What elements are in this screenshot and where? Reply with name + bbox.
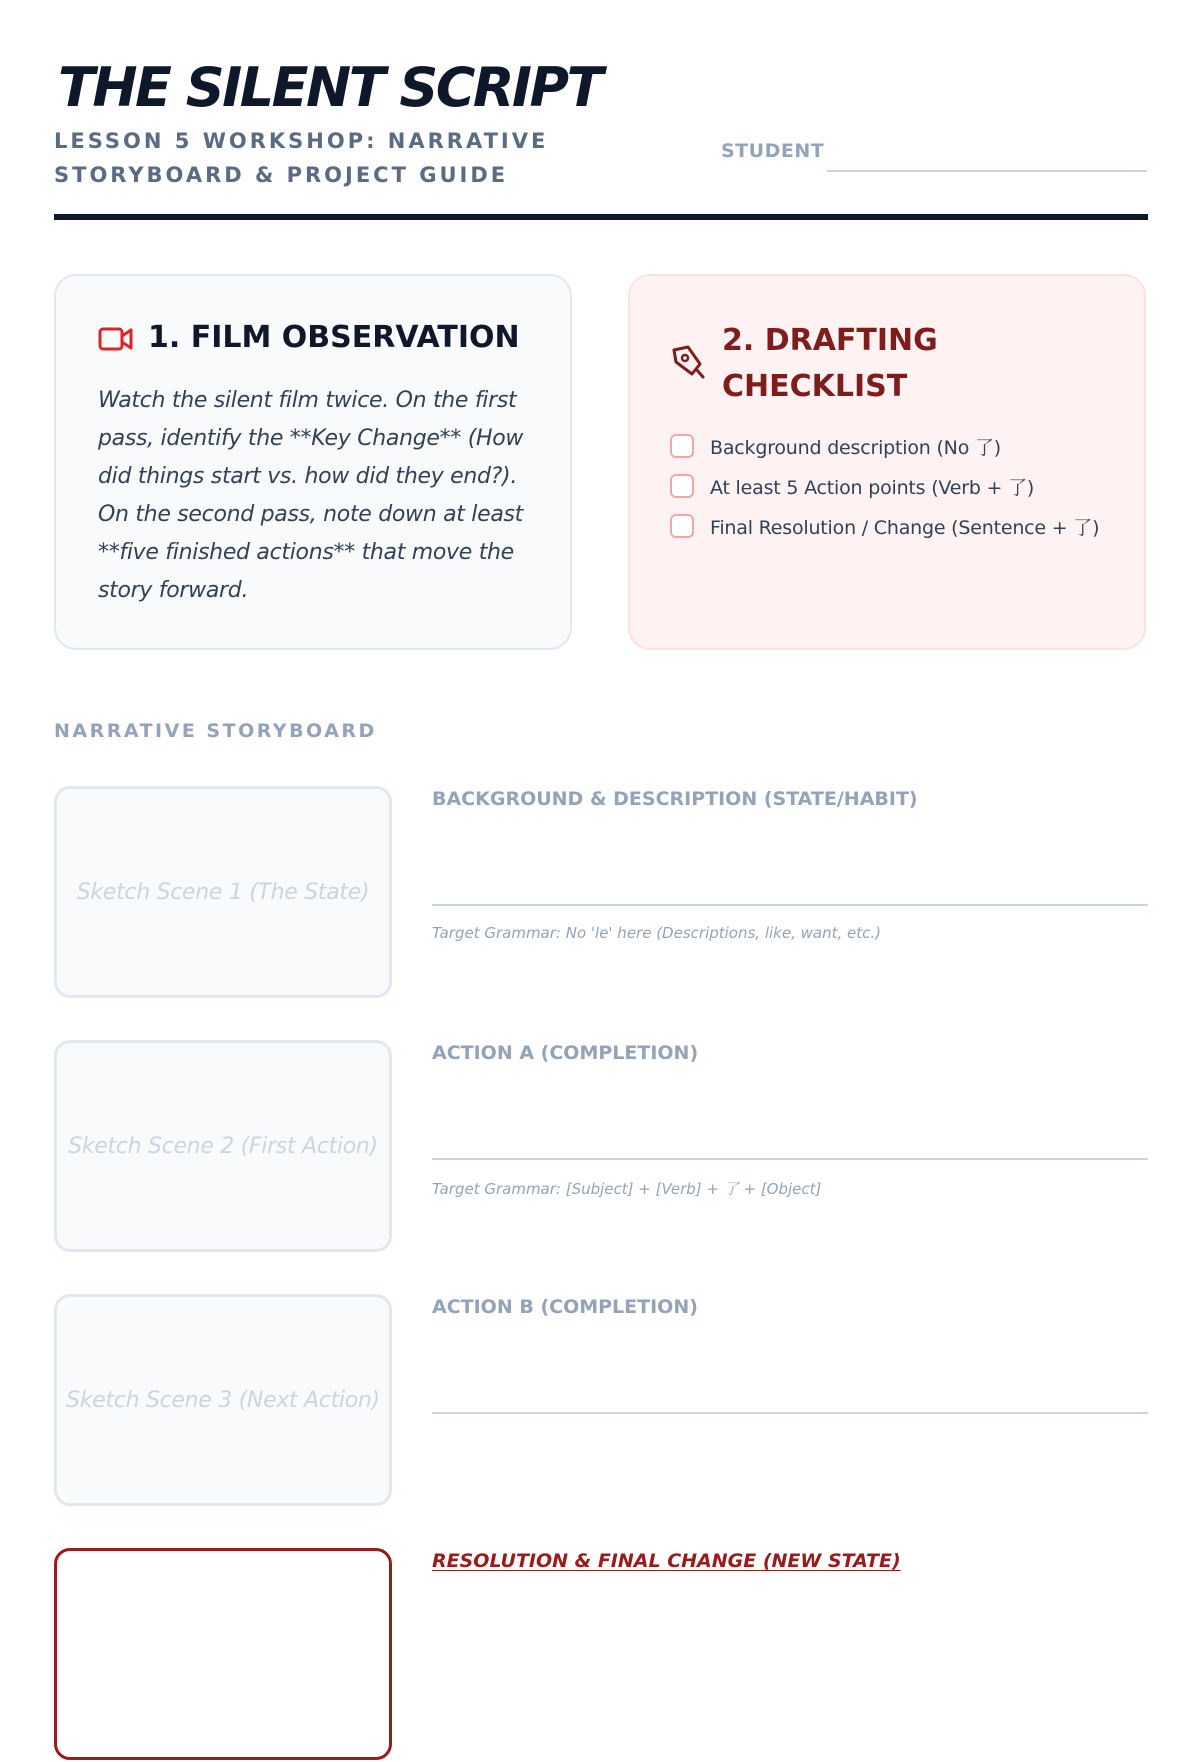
film-observation-instructions: Watch the silent film twice. On the first pass, identify the **Key Change** (How did things start vs. how did they end?). On the second pass, note down at least **five finished actions** that move the story forward. (98, 388, 524, 603)
writing-line-action-a[interactable] (432, 1158, 1148, 1160)
sketch-box-scene-2[interactable] (54, 1040, 392, 1252)
storyboard-row-action-a (54, 1040, 1148, 1254)
sketch-placeholder: Sketch Scene 1 (The State) (76, 879, 370, 905)
storyboard-row-resolution (54, 1548, 1148, 1762)
pen-nib-icon (670, 344, 706, 384)
checklist-item (670, 506, 1099, 546)
checklist-checkbox-resolution[interactable] (670, 514, 694, 538)
grammar-hint: Target Grammar: [Subject] + [Verb] + 了 + [Object] (432, 1180, 822, 1198)
student-name-field[interactable] (827, 170, 1147, 172)
row-title: ACTION A (COMPLETION) (432, 1042, 699, 1064)
checklist-item-label: Background description (No 了) (710, 436, 1001, 459)
storyboard-row-action-b (54, 1294, 1148, 1508)
video-camera-icon (98, 326, 134, 356)
sketch-placeholder: Sketch Scene 3 (Next Action) (66, 1387, 380, 1413)
film-observation-heading: 1. FILM OBSERVATION (148, 320, 520, 355)
storyboard-row-background (54, 786, 1148, 1000)
checklist-item-label: Final Resolution / Change (Sentence + 了) (710, 516, 1100, 539)
drafting-checklist-card (628, 274, 1146, 650)
sketch-box-final-scene[interactable] (54, 1548, 392, 1760)
page-subtitle: LESSON 5 WORKSHOP: NARRATIVE STORYBOARD & PROJECT GUIDE (54, 129, 549, 187)
checklist-item-label: At least 5 Action points (Verb + 了) (710, 476, 1035, 499)
checklist-checkbox-background[interactable] (670, 434, 694, 458)
drafting-checklist-heading: 2. DRAFTING CHECKLIST (722, 323, 938, 404)
film-observation-card (54, 274, 572, 650)
checklist (670, 426, 1099, 546)
writing-line-action-b[interactable] (432, 1412, 1148, 1414)
checklist-checkbox-actions[interactable] (670, 474, 694, 498)
worksheet-header (54, 52, 1148, 220)
storyboard-section-label: NARRATIVE STORYBOARD (54, 720, 377, 742)
row-title: ACTION B (COMPLETION) (432, 1296, 698, 1318)
page-title: THE SILENT SCRIPT (58, 56, 601, 119)
worksheet-page (54, 0, 1148, 1600)
sketch-box-scene-1[interactable] (54, 786, 392, 998)
grammar-hint: Target Grammar: No 'le' here (Descriptions, like, want, etc.) (432, 924, 881, 942)
checklist-item (670, 426, 1099, 466)
header-divider (54, 214, 1148, 220)
sketch-box-scene-3[interactable] (54, 1294, 392, 1506)
row-title: BACKGROUND & DESCRIPTION (STATE/HABIT) (432, 788, 918, 810)
writing-line-background[interactable] (432, 904, 1148, 906)
sketch-placeholder: Sketch Scene 2 (First Action) (68, 1133, 378, 1159)
student-label: STUDENT (721, 140, 825, 162)
checklist-item (670, 466, 1099, 506)
row-title: RESOLUTION & FINAL CHANGE (NEW STATE) (432, 1550, 901, 1572)
